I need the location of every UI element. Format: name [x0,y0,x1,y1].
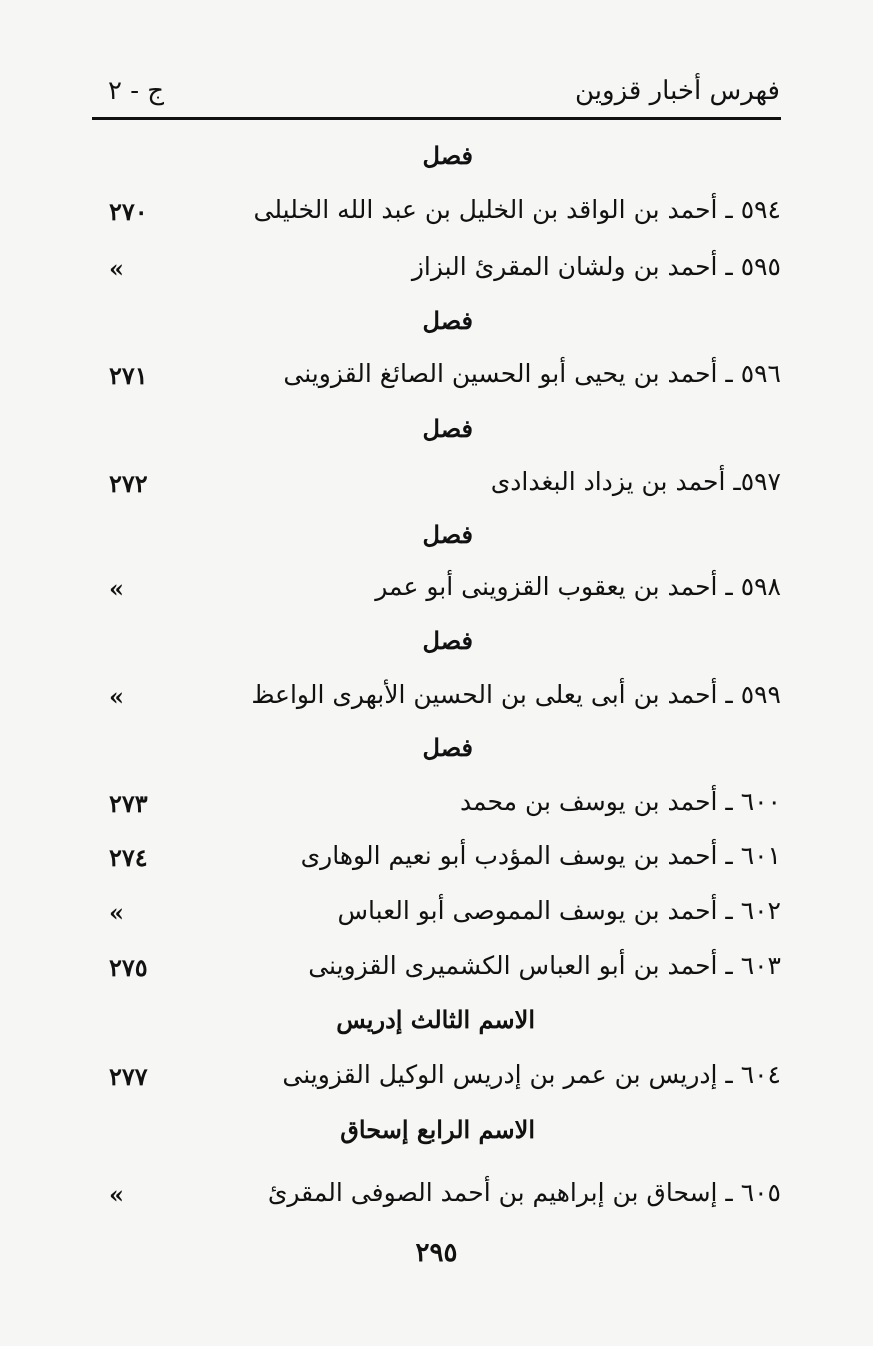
page-ref-602: » [109,898,124,927]
page-ref-597: ٢٧٢ [109,469,148,498]
running-header-title: فهرس أخبار قزوين [574,76,780,106]
running-header-volume: ج - ٢ [108,76,165,106]
index-entry-600: ٦٠٠ ـ أحمد بن يوسف بن محمد [459,787,781,816]
section-heading: فصل [422,626,473,655]
index-entry-603: ٦٠٣ ـ أحمد بن أبو العباس الكشميرى القزوينى [308,951,781,980]
page-ref-603: ٢٧٥ [109,953,148,982]
page-ref-594: ٢٧٠ [109,197,148,226]
section-heading: فصل [422,414,473,443]
section-heading-third-name: الاسم الثالث إدريس [336,1005,535,1034]
page-ref-605: » [109,1180,124,1209]
index-entry-596: ٥٩٦ ـ أحمد بن يحيى أبو الحسين الصائغ القزوينى [283,359,781,388]
section-heading: فصل [422,733,473,762]
page-ref-595: » [109,254,124,283]
section-heading: فصل [422,306,473,335]
index-entry-594: ٥٩٤ ـ أحمد بن الواقد بن الخليل بن عبد الله الخليلى [253,195,781,224]
page-ref-596: ٢٧١ [109,361,148,390]
page-ref-604: ٢٧٧ [109,1062,148,1091]
index-entry-602: ٦٠٢ ـ أحمد بن يوسف المموصى أبو العباس [337,896,781,925]
section-heading: فصل [422,520,473,549]
page-ref-601: ٢٧٤ [109,843,148,872]
page-ref-600: ٢٧٣ [109,789,148,818]
page-ref-599: » [109,682,124,711]
index-entry-601: ٦٠١ ـ أحمد بن يوسف المؤدب أبو نعيم الوهارى [300,841,781,870]
section-heading-fourth-name: الاسم الرابع إسحاق [340,1115,535,1144]
index-entry-598: ٥٩٨ ـ أحمد بن يعقوب القزوينى أبو عمر [375,572,781,601]
index-entry-595: ٥٩٥ ـ أحمد بن ولشان المقرئ البزاز [411,252,781,281]
index-entry-605: ٦٠٥ ـ إسحاق بن إبراهيم بن أحمد الصوفى المقرئ [267,1178,781,1207]
index-entry-599: ٥٩٩ ـ أحمد بن أبى يعلى بن الحسين الأبهرى الواعظ [251,680,781,709]
page-ref-598: » [109,574,124,603]
section-heading: فصل [422,141,473,170]
index-entry-604: ٦٠٤ ـ إدريس بن عمر بن إدريس الوكيل القزوينى [282,1060,781,1089]
page-number: ٢٩٥ [415,1238,458,1268]
header-rule [92,117,781,120]
index-entry-597: ٥٩٧ـ أحمد بن يزداد البغدادى [490,467,781,496]
